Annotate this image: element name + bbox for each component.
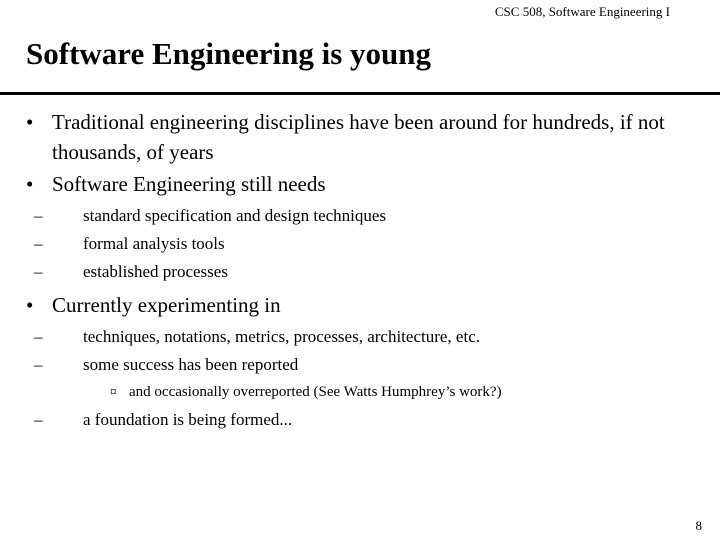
slide-title: Software Engineering is young (26, 36, 432, 71)
sub-bullet-text: formal analysis tools (83, 234, 225, 253)
bullet-dot: • (26, 293, 34, 317)
sub-bullet-dash: – (34, 410, 43, 429)
sub-bullet-dash: – (34, 327, 43, 346)
sub-bullet-dash: – (34, 206, 43, 225)
sub-bullet-text: some success has been reported (83, 355, 299, 374)
sub-bullet-item (34, 406, 694, 434)
page-number: 8 (695, 518, 702, 533)
sub-bullet-item (34, 351, 694, 379)
bullet-text: Currently experimenting in (52, 293, 281, 317)
sub-sub-bullet-text: and occasionally overreported (See Watts Humphrey’s work?) (129, 384, 502, 400)
sub-bullet-text: standard specification and design techniques (83, 206, 387, 225)
sub-sub-bullet-item (110, 380, 710, 404)
bullet-dot: • (26, 110, 34, 134)
slide-header: CSC 508, Software Engineering I (494, 4, 670, 19)
sub-bullet-dash: – (34, 355, 43, 374)
sub-bullet-item (34, 258, 694, 286)
sub-bullet-dash: – (34, 262, 43, 281)
sub-bullet-text: techniques, notations, metrics, processes, architecture, etc. (83, 327, 480, 346)
bullet-item (26, 290, 706, 320)
bullet-dot: • (26, 172, 34, 196)
sub-bullet-item (34, 323, 694, 351)
title-divider (0, 92, 720, 95)
sub-sub-bullet-symbol: ¤ (110, 384, 117, 399)
sub-bullet-text: a foundation is being formed... (83, 410, 293, 429)
bullet-text: Software Engineering still needs (52, 172, 326, 196)
bullet-text: Traditional engineering disciplines have been around for hundreds, if not thousands, of years (52, 110, 665, 164)
bullet-item (26, 107, 706, 167)
sub-bullet-item (34, 230, 694, 258)
sub-bullet-item (34, 202, 694, 230)
sub-bullet-text: established processes (83, 262, 228, 281)
sub-bullet-dash: – (34, 234, 43, 253)
bullet-item (26, 169, 706, 199)
